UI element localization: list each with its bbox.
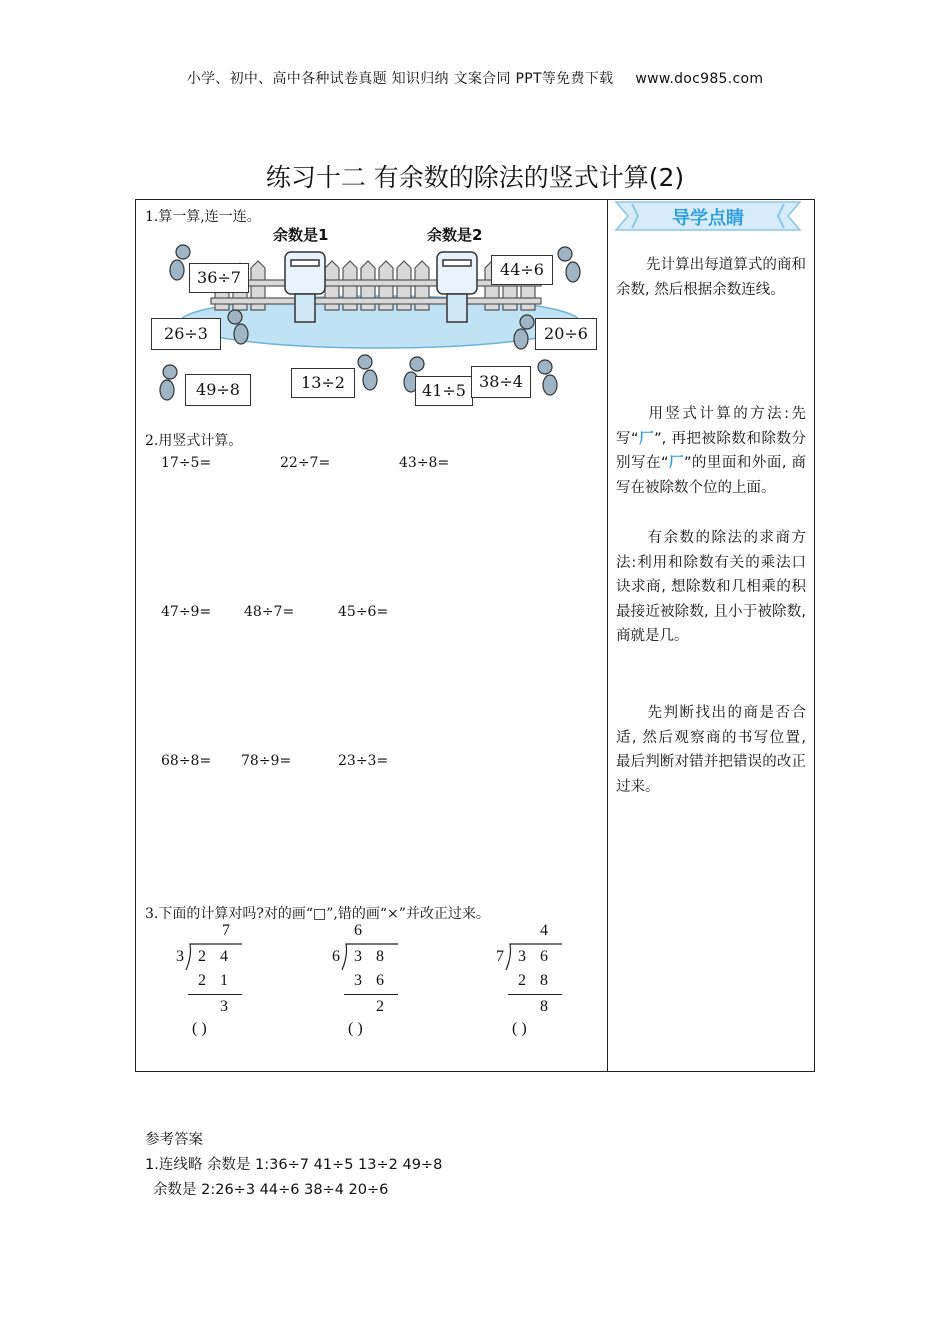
problem-23-div-3: 23÷3=	[338, 753, 389, 769]
dividend-tens: 3	[518, 948, 526, 965]
problem-78-div-9: 78÷9=	[241, 753, 292, 769]
site-header-text: 小学、初中、高中各种试卷真题 知识归纳 文案合同 PPT等免费下载	[186, 71, 614, 87]
division-bracket	[184, 942, 244, 972]
card-36-div-7[interactable]: 36÷7	[189, 263, 249, 293]
quotient: 7	[222, 922, 230, 939]
problem-48-div-7: 48÷7=	[244, 604, 295, 620]
tip-2-text-a: 用竖式计算的方法:先写“	[616, 406, 806, 447]
answers-heading: 参考答案	[145, 1132, 203, 1148]
mailbox-label-1: 余数是1	[273, 226, 329, 244]
tip-2	[616, 402, 806, 500]
product-ones: 1	[220, 972, 228, 989]
product-tens: 2	[518, 972, 526, 989]
card-20-div-6[interactable]: 20÷6	[535, 318, 597, 350]
dividend-tens: 2	[198, 948, 206, 965]
subtraction-line	[508, 994, 562, 995]
mailbox-label-2: 余数是2	[427, 226, 483, 244]
division-symbol-icon: 厂	[668, 455, 684, 471]
card-13-div-2[interactable]: 13÷2	[291, 368, 355, 398]
quotient: 6	[354, 922, 362, 939]
problem-17-div-5: 17÷5=	[161, 455, 212, 471]
problem-68-div-8: 68÷8=	[161, 753, 212, 769]
tip-1-text: 先计算出每道算式的商和余数, 然后根据余数连线。	[616, 257, 806, 298]
dividend-ones: 4	[220, 948, 228, 965]
card-49-div-8[interactable]: 49÷8	[185, 374, 251, 406]
dividend-ones: 8	[376, 948, 384, 965]
divisor: 3	[176, 948, 184, 965]
guide-banner	[612, 200, 804, 232]
tip-4-text: 先判断找出的商是否合适, 然后观察商的书写位置, 最后判断对错并把错误的改正过来。	[616, 705, 806, 795]
column-divider	[607, 199, 608, 1072]
quotient: 4	[540, 922, 548, 939]
product-tens: 2	[198, 972, 206, 989]
answer-parentheses[interactable]: ( )	[512, 1020, 527, 1037]
dividend-ones: 6	[540, 948, 548, 965]
subtraction-line	[344, 994, 398, 995]
divisor: 6	[332, 948, 340, 965]
long-division-3	[494, 922, 574, 1042]
card-41-div-5[interactable]: 41÷5	[415, 376, 473, 406]
card-38-div-4[interactable]: 38÷4	[471, 366, 531, 398]
q3-prompt: 3.下面的计算对吗?对的画“□”,错的画“×”并改正过来。	[145, 906, 490, 922]
page-title: 练习十二 有余数的除法的竖式计算(2)	[265, 163, 685, 192]
divisor: 7	[496, 948, 504, 965]
remainder: 2	[376, 998, 384, 1015]
answers-line-2: 余数是 2:26÷3 44÷6 38÷4 20÷6	[153, 1182, 389, 1198]
site-header	[0, 68, 950, 88]
q1-prompt: 1.算一算,连一连。	[145, 209, 261, 225]
product-ones: 8	[540, 972, 548, 989]
problem-47-div-9: 47÷9=	[161, 604, 212, 620]
q2-prompt: 2.用竖式计算。	[145, 433, 243, 449]
long-division-1	[174, 922, 254, 1042]
site-url[interactable]: www.doc985.com	[635, 71, 764, 87]
long-division-2	[330, 922, 410, 1042]
card-26-div-3[interactable]: 26÷3	[151, 318, 221, 350]
remainder: 8	[540, 998, 548, 1015]
q1-illustration	[145, 222, 605, 412]
banner-title: 导学点睛	[672, 208, 744, 229]
product-tens: 3	[354, 972, 362, 989]
problem-22-div-7: 22÷7=	[280, 455, 331, 471]
tip-4	[616, 701, 806, 799]
tip-3	[616, 526, 806, 649]
tip-1	[616, 253, 806, 302]
answer-parentheses[interactable]: ( )	[192, 1020, 207, 1037]
subtraction-line	[188, 994, 242, 995]
answers-line-1: 1.连线略 余数是 1:36÷7 41÷5 13÷2 49÷8	[145, 1157, 443, 1173]
answer-parentheses[interactable]: ( )	[348, 1020, 363, 1037]
division-bracket	[340, 942, 400, 972]
tip-3-text: 有余数的除法的求商方法:利用和除数有关的乘法口诀求商, 想除数和几相乘的积最接近被除数, 且小于被除数, 商就是几。	[616, 530, 806, 644]
division-symbol-icon: 厂	[638, 430, 655, 447]
remainder: 3	[220, 998, 228, 1015]
dividend-tens: 3	[354, 948, 362, 965]
product-ones: 6	[376, 972, 384, 989]
problem-45-div-6: 45÷6=	[338, 604, 389, 620]
division-bracket	[504, 942, 564, 972]
tip-2-text-c: ”的里面和外面, 商写在被除数个位的上面。	[616, 455, 807, 496]
tip-2-text-b: ”, 再把被除数和除数分别写在“	[616, 430, 807, 471]
card-44-div-6[interactable]: 44÷6	[491, 255, 553, 285]
problem-43-div-8: 43÷8=	[399, 455, 450, 471]
